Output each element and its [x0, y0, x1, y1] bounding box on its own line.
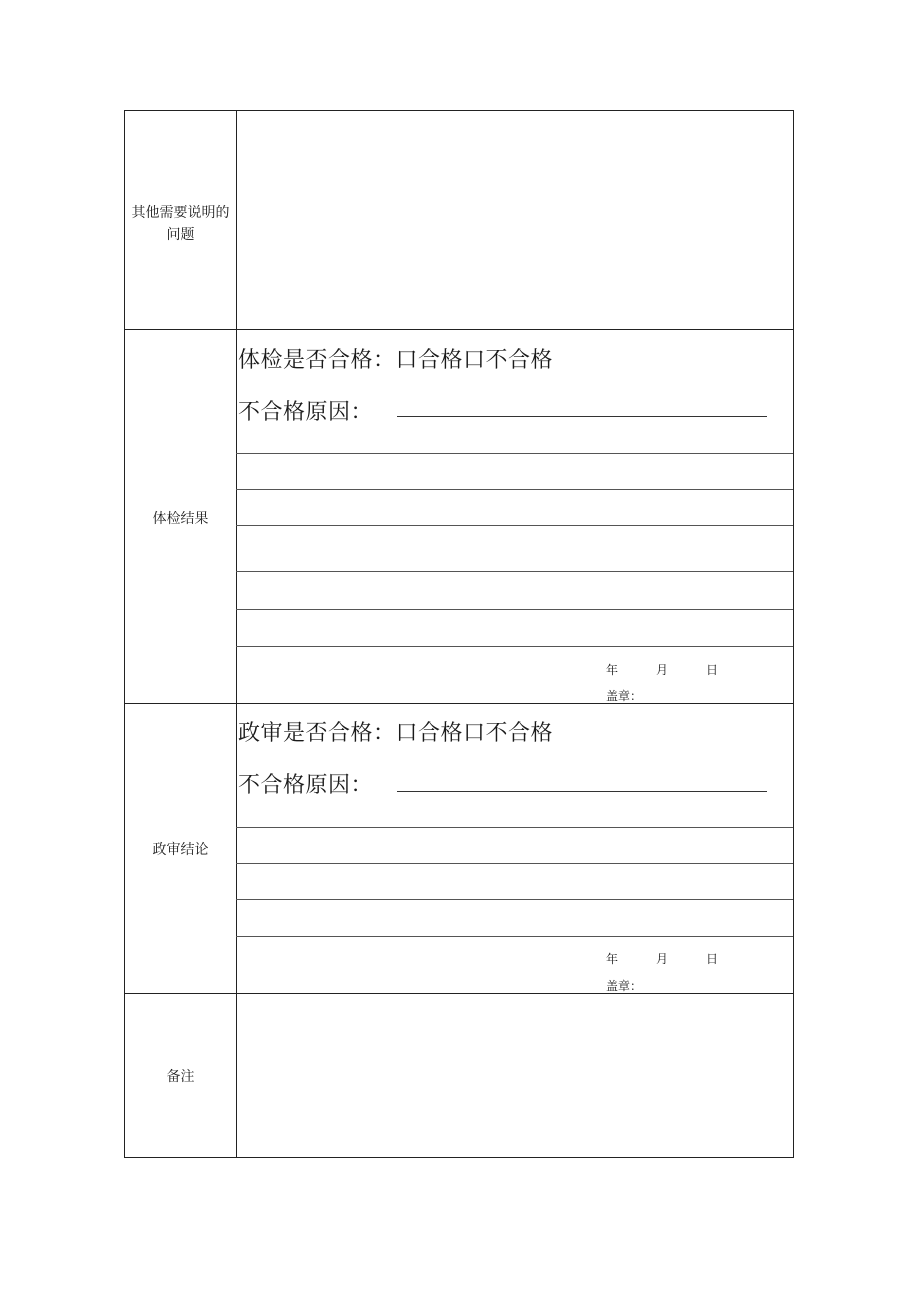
- exam-row-line: [236, 609, 793, 610]
- review-fail-reason-blank[interactable]: [397, 791, 767, 792]
- exam-row-line: [236, 571, 793, 572]
- review-fail-reason-label: 不合格原因：: [238, 773, 374, 798]
- exam-row-line: [236, 489, 793, 490]
- other-notes-label: 其他需要说明的问题: [131, 205, 230, 243]
- political-review-label: 政审结论: [152, 842, 209, 858]
- label-column-divider: [236, 111, 237, 1157]
- review-row-line: [236, 827, 793, 828]
- section-divider: [125, 329, 793, 330]
- review-pass-question: 政审是否合格：口合格口不合格: [238, 721, 554, 746]
- exam-row-line: [236, 646, 793, 647]
- section-divider: [125, 993, 793, 994]
- remarks-label: 备注: [166, 1069, 195, 1085]
- review-date-year: 年: [606, 952, 619, 966]
- exam-fail-reason-label: 不合格原因：: [238, 400, 374, 425]
- exam-seal-label: 盖章：: [606, 689, 643, 703]
- section-divider: [125, 703, 793, 704]
- exam-row-line: [236, 453, 793, 454]
- review-date-month: 月: [656, 952, 669, 966]
- review-row-line: [236, 936, 793, 937]
- physical-exam-label: 体检结果: [152, 511, 209, 527]
- review-date-day: 日: [706, 952, 719, 966]
- exam-date-year: 年: [606, 663, 619, 677]
- exam-pass-question: 体检是否合格：口合格口不合格: [238, 348, 554, 373]
- review-row-line: [236, 899, 793, 900]
- exam-date-day: 日: [706, 663, 719, 677]
- review-seal-label: 盖章：: [606, 979, 643, 993]
- exam-row-line: [236, 525, 793, 526]
- exam-fail-reason-blank[interactable]: [397, 416, 767, 417]
- exam-date-month: 月: [656, 663, 669, 677]
- review-row-line: [236, 863, 793, 864]
- review-form: [124, 110, 794, 1158]
